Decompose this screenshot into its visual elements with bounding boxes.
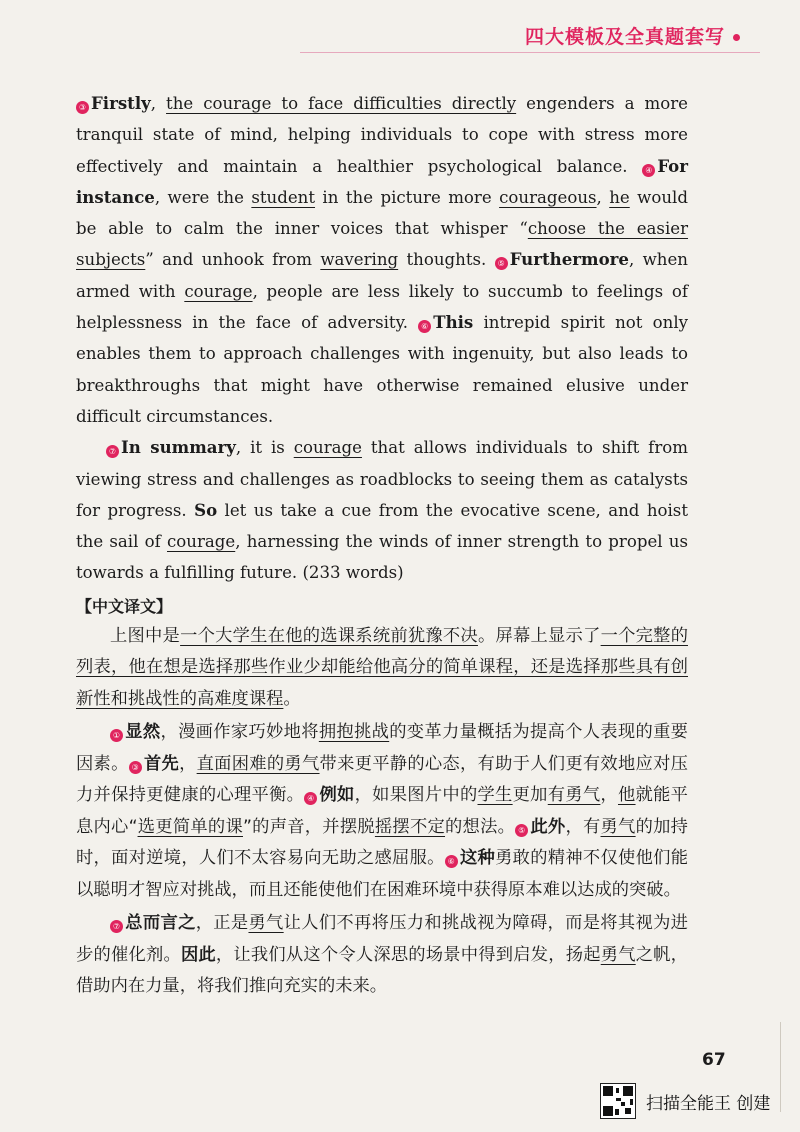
chinese-translation [76, 621, 688, 1003]
text-run: ， [600, 785, 618, 806]
text-run: 的变革力量概括为提高个人表现的重要因素。 [76, 722, 688, 774]
sentence-marker-icon: ⑥ [445, 855, 458, 868]
text-run: 。屏幕上显示了 [477, 625, 601, 646]
page-edge-rule [780, 1022, 781, 1112]
transition-word: 显然 [125, 722, 161, 743]
text-run: thoughts. [398, 250, 495, 270]
underlined-phrase: 直面困难的勇气 [196, 753, 320, 774]
transition-word: In summary [121, 437, 236, 458]
page-number: 67 [702, 1050, 726, 1070]
underlined-phrase: he [609, 187, 630, 207]
text-run: 的想法。 [445, 816, 516, 837]
transition-word: 首先 [143, 753, 180, 774]
transition-word: 因此 [180, 944, 216, 965]
chinese-paragraph-3 [76, 908, 688, 1003]
sentence-marker-icon: ⑤ [495, 257, 508, 270]
text-run: engenders a more tranquil state of mind, helping individuals to cope with stress more effectively and maintain a healthier psychological balance. [76, 94, 688, 176]
sentence-marker-icon: ④ [304, 792, 317, 805]
underlined-phrase: 一个完整的列表，他在想是选择那些作业少却能给他高分的简单课程，还是选择那些具有创新性和挑战性的高难度课程 [76, 625, 688, 709]
sentence-marker-icon: ⑦ [106, 445, 119, 458]
text-run: , [150, 94, 167, 113]
sentence-marker-icon: ⑤ [515, 824, 528, 837]
text-run: , when armed with [76, 250, 688, 301]
underlined-phrase: 学生 [477, 785, 513, 806]
underlined-phrase: 选更简单的课 [137, 816, 243, 837]
text-run: , [596, 187, 610, 207]
scanner-watermark [600, 1083, 770, 1119]
text-run: 让人们不再将压力和挑战视为障碍，而是将其视为进步的催化剂。 [76, 913, 688, 965]
sentence-marker-icon: ⑥ [418, 320, 431, 333]
chinese-paragraph-1 [76, 621, 688, 716]
header-dot-icon [733, 34, 740, 41]
header-rule [300, 52, 760, 53]
underlined-phrase: courage [293, 438, 362, 458]
text-run: ，漫画作家巧妙地将 [160, 722, 319, 743]
text-run: 之帆，借助内在力量，将我们推向充实的未来。 [76, 944, 688, 997]
text-run: , people are less likely to succumb to feelings of helplessness in the face of adversity. [76, 281, 688, 333]
text-run: 的加持时，面对逆境，人们不太容易向无助之感屈服。 [76, 816, 688, 869]
underlined-phrase: 拥抱挑战 [318, 722, 390, 743]
translation-heading: 【中文译文】 [76, 596, 173, 616]
text-run: would be able to calm the inner voices that whisper “ [76, 187, 688, 239]
text-run: that allows individuals to shift from viewing stress and challenges as roadblocks to seeing them as catalysts for progress. [76, 438, 688, 520]
text-run: ，有 [565, 816, 601, 837]
underlined-phrase: 摇摆不定 [374, 816, 446, 837]
transition-word: This [433, 312, 474, 333]
sentence-marker-icon: ⑦ [110, 920, 123, 933]
text-run: 带来更平静的心态，有助于人们更有效地应对压力并保持更健康的心理平衡。 [76, 753, 688, 806]
running-header [525, 22, 740, 49]
sentence-marker-icon: ④ [642, 164, 655, 177]
sentence-marker-icon: ③ [76, 101, 89, 114]
underlined-phrase: student [251, 187, 316, 207]
text-run: 更加 [512, 785, 548, 806]
sentence-marker-icon: ③ [129, 761, 142, 774]
underlined-phrase: 勇气 [600, 944, 636, 965]
transition-word: 此外 [530, 816, 566, 837]
underlined-phrase: courageous [499, 187, 597, 207]
underlined-phrase: 一个大学生在他的选课系统前犹豫不决 [180, 625, 478, 646]
text-run: ”的声音，并摆脱 [242, 816, 375, 837]
text-run: 上图中是 [110, 625, 181, 646]
underlined-phrase: courage [184, 281, 253, 301]
text-run: 就能平息内心“ [76, 785, 688, 837]
text-run: ，如果图片中的 [354, 785, 478, 806]
text-run: , were the [154, 187, 252, 207]
transition-word: 这种 [459, 848, 496, 869]
text-run: 勇敢的精神不仅使他们能以聪明才智应对挑战，而且还能使他们在困难环境中获得原本难以达成的突破。 [76, 848, 688, 900]
text-run: intrepid spirit not only enables them to approach challenges with ingenuity, but also leads to breakthroughs that might have otherwise remained elusive under difficult circumstances. [76, 313, 689, 426]
qr-code-icon [600, 1083, 636, 1119]
text-run: in the picture more [315, 187, 500, 207]
underlined-phrase: 勇气 [600, 816, 636, 837]
underlined-phrase: 他 [617, 785, 636, 806]
text-run: ，让我们从这个令人深思的场景中得到启发，扬起 [215, 944, 601, 965]
underlined-phrase: 勇气 [248, 913, 284, 934]
sentence-marker-icon: ① [110, 729, 123, 742]
scanner-label: 扫描全能王 创建 [646, 1093, 771, 1114]
transition-word: 例如 [319, 785, 355, 806]
english-paragraph-2 [76, 432, 688, 588]
text-run: ，正是 [195, 913, 249, 934]
underlined-phrase: wavering [320, 250, 399, 270]
transition-word: So [194, 499, 218, 520]
transition-word: Furthermore [509, 249, 629, 270]
text-run: , harnessing the winds of inner strength to propel us towards a fulfilling future. (233 words) [76, 532, 689, 583]
chinese-paragraph-2 [76, 717, 688, 906]
header-title: 四大模板及全真题套写 [524, 26, 725, 48]
english-essay [76, 88, 688, 589]
text-run: ， [179, 753, 197, 774]
underlined-phrase: 有勇气 [547, 785, 601, 806]
underlined-phrase: the courage to face difficulties directly [166, 94, 517, 113]
underlined-phrase: choose the easier subjects [76, 219, 689, 270]
transition-word: For instance [76, 155, 688, 207]
text-run: ” and unhook from [145, 250, 321, 270]
page-content [76, 88, 688, 1003]
text-run: 。 [283, 688, 301, 709]
english-paragraph-1 [76, 88, 688, 432]
transition-word: Firstly [91, 93, 151, 113]
text-run: , it is [235, 438, 294, 458]
underlined-phrase: courage [167, 532, 236, 552]
transition-word: 总而言之 [125, 913, 196, 934]
text-run: let us take a cue from the evocative scene, and hoist the sail of [76, 500, 688, 552]
